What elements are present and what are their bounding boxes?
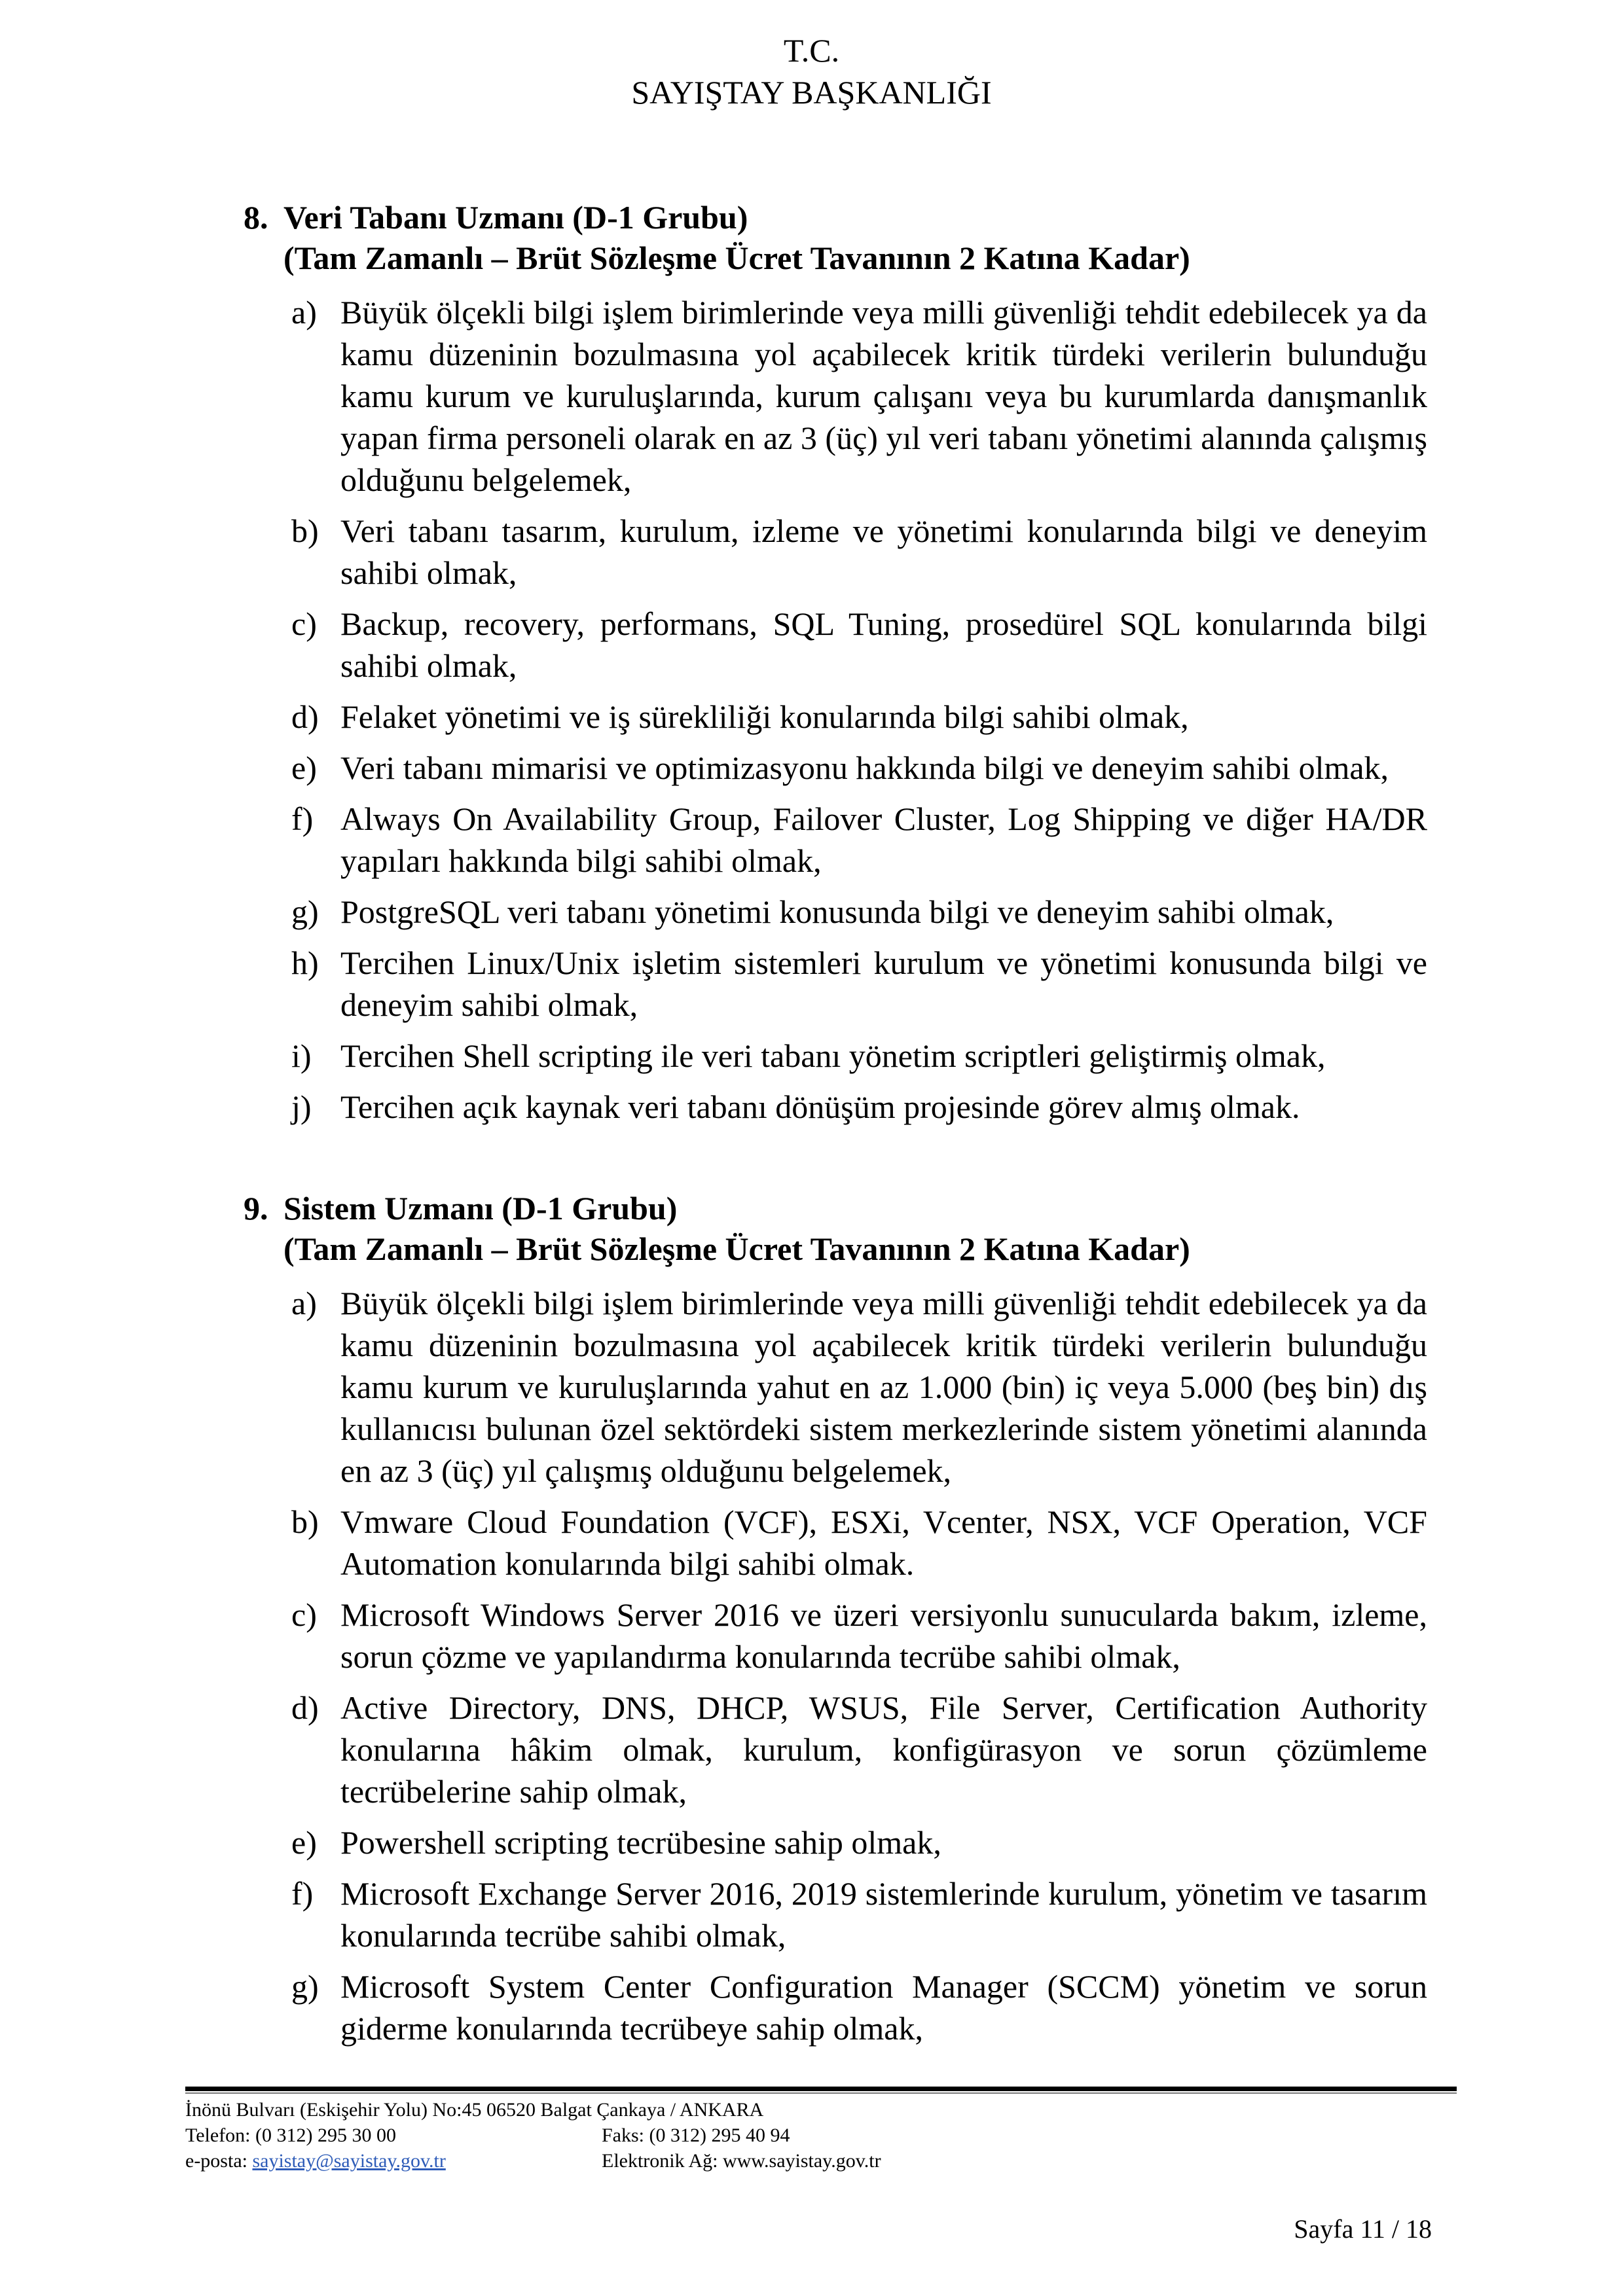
section-title: Veri Tabanı Uzmanı (D-1 Grubu) (283, 199, 748, 236)
section-number: 9. (244, 1190, 268, 1227)
section-subtitle: (Tam Zamanlı – Brüt Sözleşme Ücret Tavanının 2 Katına Kadar) (283, 1230, 1190, 1267)
item-letter: d) (291, 1689, 319, 1726)
item-text: Powershell scripting tecrübesine sahip olmak, (340, 1824, 941, 1861)
footer-phone-row (185, 2123, 1457, 2148)
section-title: Sistem Uzmanı (D-1 Grubu) (283, 1190, 678, 1227)
footer-email-line (185, 2148, 602, 2174)
item-letter: b) (291, 512, 319, 549)
item-letter: c) (291, 605, 317, 642)
item-letter: j) (291, 1088, 312, 1125)
item-letter: f) (291, 1875, 314, 1912)
item-text: Büyük ölçekli bilgi işlem birimlerinde veya milli güvenliği tehdit edebilecek ya da kamu düzeninin bozulmasına yol açabilecek kritik türdeki verilerin bulunduğu kamu kurum ve kuruluşlarında, kurum çalışanı veya bu kurumlarda danışmanlık yapan firma personeli olarak en az 3 (üç) yıl veri tabanı yönetimi alanında çalışmış olduğunu belgelemek, (340, 294, 1427, 498)
section-heading (190, 197, 1427, 278)
item-letter: e) (291, 749, 317, 786)
header-organization: SAYIŞTAY BAŞKANLIĞI (631, 74, 992, 111)
item-letter: b) (291, 1503, 319, 1540)
email-link[interactable]: sayistay@sayistay.gov.tr (252, 2150, 446, 2172)
item-letter: g) (291, 1968, 319, 2005)
footer-address: İnönü Bulvarı (Eskişehir Yolu) No:45 06520 Balgat Çankaya / ANKARA (185, 2099, 764, 2121)
item-text: Active Directory, DNS, DHCP, WSUS, File Server, Certification Authority konularına hâkim olmak, kurulum, konfigürasyon ve sorun çözümleme tecrübelerine sahip olmak, (340, 1689, 1427, 1810)
requirement-list (190, 291, 1427, 1128)
list-item (190, 1687, 1427, 1812)
list-item (190, 1873, 1427, 1956)
list-item (190, 291, 1427, 501)
item-text: Tercihen Shell scripting ile veri tabanı yönetim scriptleri geliştirmiş olmak, (340, 1037, 1326, 1074)
item-text: Microsoft Windows Server 2016 ve üzeri versiyonlu sunucularda bakım, izleme, sorun çözme ve yapılandırma konularında tecrübe sahibi olmak, (340, 1596, 1427, 1675)
footer-text-block (185, 2097, 1457, 2174)
section-heading (190, 1188, 1427, 1269)
footer-fax: Faks: (0 312) 295 40 94 (602, 2125, 790, 2146)
item-letter: f) (291, 800, 314, 837)
footer-rule-thick (185, 2087, 1457, 2091)
footer-email-row (185, 2148, 1457, 2174)
item-text: Backup, recovery, performans, SQL Tuning, prosedürel SQL konularında bilgi sahibi olmak, (340, 605, 1427, 684)
item-text: Tercihen Linux/Unix işletim sistemleri kurulum ve yönetimi konusunda bilgi ve deneyim sahibi olmak, (340, 944, 1427, 1023)
list-item (190, 696, 1427, 738)
list-item (190, 1594, 1427, 1677)
list-item (190, 798, 1427, 882)
item-text: Veri tabanı tasarım, kurulum, izleme ve yönetimi konularında bilgi ve deneyim sahibi olmak, (340, 512, 1427, 591)
footer-web: Elektronik Ağ: www.sayistay.gov.tr (602, 2150, 881, 2172)
section-system-expert (190, 1188, 1427, 2049)
item-text: Microsoft System Center Configuration Manager (SCCM) yönetim ve sorun giderme konularında tecrübeye sahip olmak, (340, 1968, 1427, 2047)
page-number: Sayfa 11 / 18 (1294, 2214, 1432, 2244)
item-text: Microsoft Exchange Server 2016, 2019 sistemlerinde kurulum, yönetim ve tasarım konularında tecrübe sahibi olmak, (340, 1875, 1427, 1954)
list-item (190, 1035, 1427, 1077)
document-header (0, 0, 1623, 113)
item-text: Tercihen açık kaynak veri tabanı dönüşüm projesinde görev almış olmak. (340, 1088, 1300, 1125)
item-letter: e) (291, 1824, 317, 1861)
section-title-block (283, 197, 1427, 278)
list-item (190, 747, 1427, 789)
list-item (190, 510, 1427, 594)
footer-phone: Telefon: (0 312) 295 30 00 (185, 2125, 397, 2146)
list-item (190, 603, 1427, 687)
item-text: PostgreSQL veri tabanı yönetimi konusunda bilgi ve deneyim sahibi olmak, (340, 893, 1334, 930)
document-body (190, 197, 1427, 2049)
list-item (190, 1821, 1427, 1863)
item-text: Felaket yönetimi ve iş sürekliliği konularında bilgi sahibi olmak, (340, 698, 1189, 735)
item-letter: a) (291, 294, 317, 331)
list-item (190, 1501, 1427, 1585)
item-letter: i) (291, 1037, 312, 1074)
list-item (190, 891, 1427, 933)
page-footer (185, 2087, 1457, 2174)
item-text: Vmware Cloud Foundation (VCF), ESXi, Vcenter, NSX, VCF Operation, VCF Automation konularında bilgi sahibi olmak. (340, 1503, 1427, 1582)
list-item (190, 1965, 1427, 2049)
item-text: Veri tabanı mimarisi ve optimizasyonu hakkında bilgi ve deneyim sahibi olmak, (340, 749, 1389, 786)
item-letter: a) (291, 1285, 317, 1321)
item-text: Büyük ölçekli bilgi işlem birimlerinde veya milli güvenliği tehdit edebilecek ya da kamu düzeninin bozulmasına yol açabilecek kritik türdeki verilerin bulunduğu kamu kurum ve kuruluşlarında yahut en az 1.000 (bin) iç veya 5.000 (beş bin) dış kullanıcısı bulunan özel sektördeki sistem merkezlerinde sistem yönetimi alanında en az 3 (üç) yıl çalışmış olduğunu belgelemek, (340, 1285, 1427, 1489)
section-title-block (283, 1188, 1427, 1269)
requirement-list (190, 1282, 1427, 2049)
item-letter: h) (291, 944, 319, 981)
footer-email-label: e-posta: (185, 2150, 253, 2172)
item-text: Always On Availability Group, Failover Cluster, Log Shipping ve diğer HA/DR yapıları hakkında bilgi sahibi olmak, (340, 800, 1427, 879)
item-letter: c) (291, 1596, 317, 1633)
section-database-expert (190, 197, 1427, 1128)
item-letter: g) (291, 893, 319, 930)
section-subtitle: (Tam Zamanlı – Brüt Sözleşme Ücret Tavanının 2 Katına Kadar) (283, 240, 1190, 276)
section-number: 8. (244, 199, 268, 236)
list-item (190, 1086, 1427, 1128)
list-item (190, 942, 1427, 1026)
item-letter: d) (291, 698, 319, 735)
list-item (190, 1282, 1427, 1492)
footer-rule-thin (185, 2092, 1457, 2094)
header-tc: T.C. (783, 32, 840, 69)
